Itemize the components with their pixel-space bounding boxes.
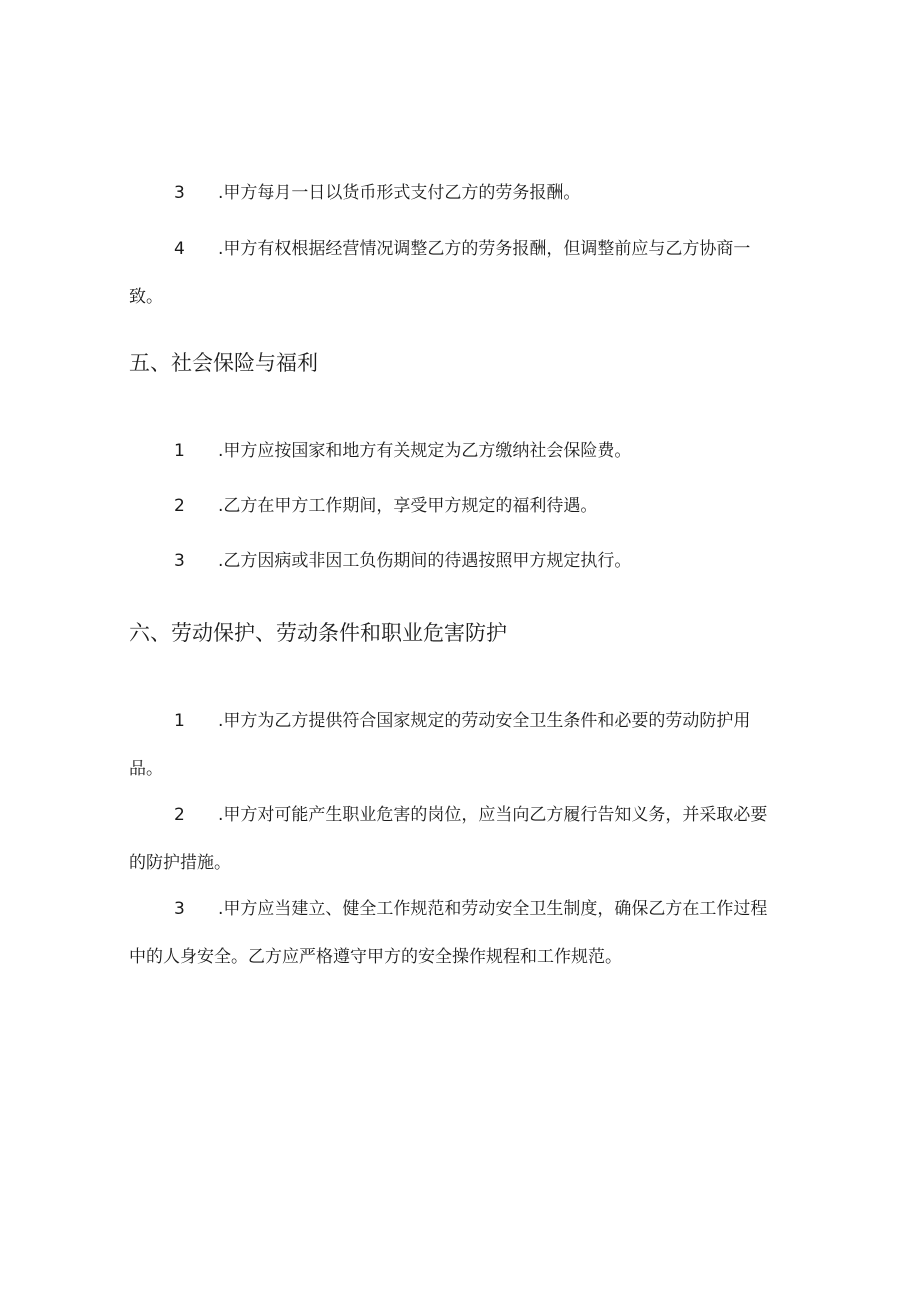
list-item <box>129 169 781 217</box>
item-text: .甲方应按国家和地方有关规定为乙方缴纳社会保险费。 <box>218 441 632 461</box>
item-number: 3 <box>174 183 185 203</box>
item-number: 3 <box>174 551 185 571</box>
item-text: .甲方为乙方提供符合国家规定的劳动安全卫生条件和必要的劳动防护用品。 <box>129 711 751 779</box>
section-heading: 六、劳动保护、劳动条件和职业危害防护 <box>129 621 507 645</box>
list-item <box>129 427 781 475</box>
item-text: .甲方应当建立、健全工作规范和劳动安全卫生制度，确保乙方在工作过程中的人身安全。乙方应严格遵守甲方的安全操作规程和工作规范。 <box>129 899 768 967</box>
item-text: .甲方有权根据经营情况调整乙方的劳务报酬，但调整前应与乙方协商一致。 <box>129 239 751 307</box>
list-item <box>129 482 781 530</box>
list-item <box>129 885 781 981</box>
item-text: .甲方每月一日以货币形式支付乙方的劳务报酬。 <box>218 183 581 203</box>
item-text: .乙方因病或非因工负伤期间的待遇按照甲方规定执行。 <box>218 551 632 571</box>
item-number: 1 <box>174 441 185 461</box>
item-text: .乙方在甲方工作期间，享受甲方规定的福利待遇。 <box>218 496 598 516</box>
item-number: 4 <box>174 239 185 259</box>
list-item <box>129 791 781 887</box>
item-number: 2 <box>174 805 185 825</box>
item-text: .甲方对可能产生职业危害的岗位，应当向乙方履行告知义务，并采取必要的防护措施。 <box>129 805 768 873</box>
item-number: 3 <box>174 899 185 919</box>
section-heading: 五、社会保险与福利 <box>129 351 318 375</box>
item-number: 1 <box>174 711 185 731</box>
item-number: 2 <box>174 496 185 516</box>
list-item <box>129 225 781 321</box>
list-item <box>129 537 781 585</box>
list-item <box>129 697 781 793</box>
